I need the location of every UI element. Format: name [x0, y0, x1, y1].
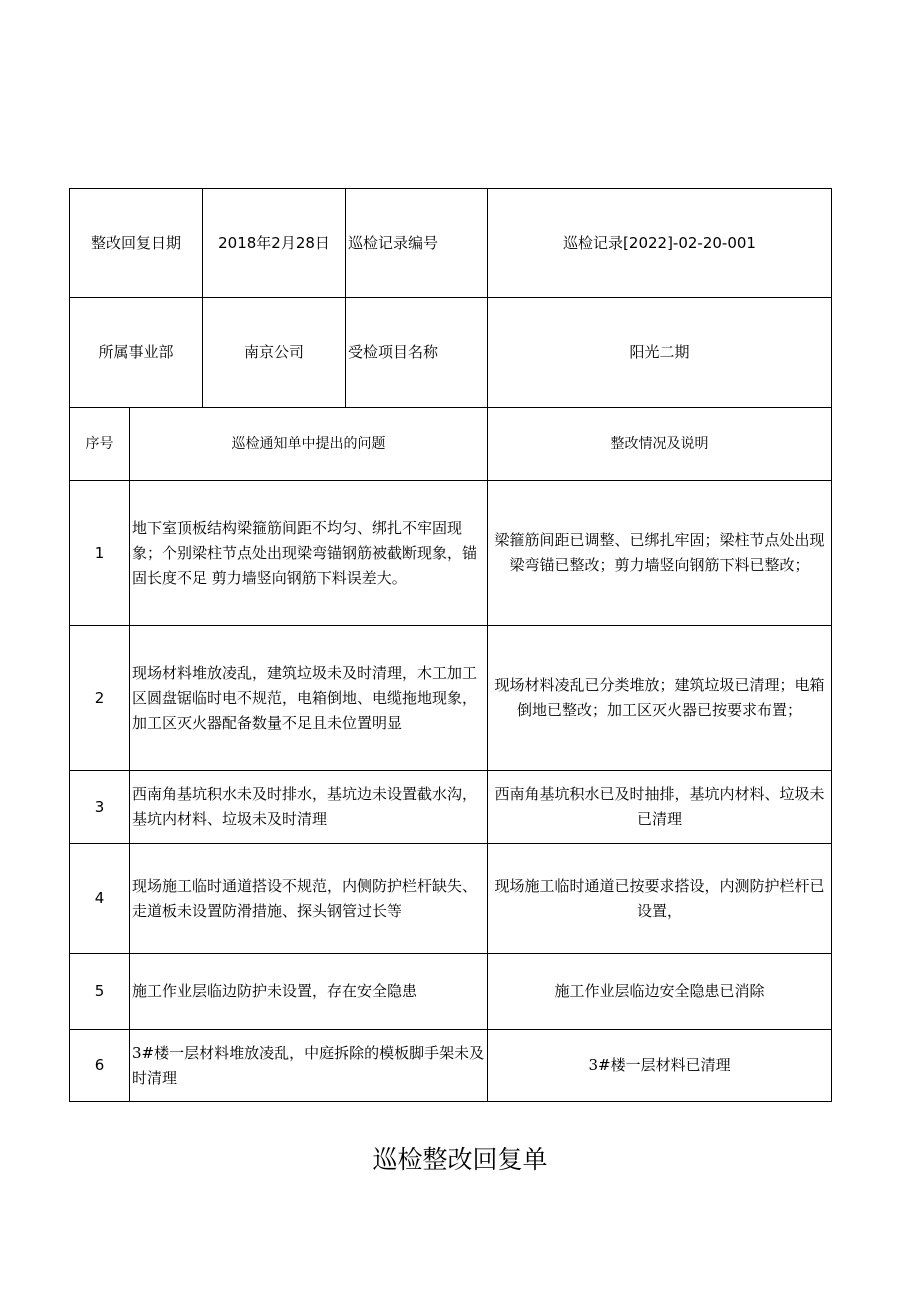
row-no: 6: [70, 1030, 130, 1102]
row-rectification: 西南角基坑积水已及时抽排，基坑内材料、垃圾未已清理: [488, 771, 832, 844]
column-header-row: [70, 408, 832, 481]
column-header-rectification: 整改情况及说明: [488, 408, 832, 481]
department-label: 所属事业部: [70, 298, 203, 408]
column-header-issue: 巡检通知单中提出的问题: [130, 408, 488, 481]
record-no-value: 巡检记录[2022]-02-20-001: [488, 189, 832, 298]
row-rectification: 现场材料凌乱已分类堆放；建筑垃圾已清理；电箱倒地已整改；加工区灭火器已按要求布置；: [488, 626, 832, 771]
table-row: [70, 1030, 832, 1102]
table-row: [70, 954, 832, 1030]
row-no: 4: [70, 844, 130, 954]
row-issue: 施工作业层临边防护未设置，存在安全隐患: [130, 954, 488, 1030]
rectification-reply-form: [69, 188, 831, 1102]
row-rectification: 3#楼一层材料已清理: [488, 1030, 832, 1102]
department-value: 南京公司: [203, 298, 346, 408]
row-issue: 3#楼一层材料堆放凌乱，中庭拆除的模板脚手架未及时清理: [130, 1030, 488, 1102]
row-rectification: 施工作业层临边安全隐患已消除: [488, 954, 832, 1030]
row-no: 3: [70, 771, 130, 844]
table-row: [70, 844, 832, 954]
row-no: 2: [70, 626, 130, 771]
info-row-department: [70, 298, 832, 408]
row-issue: 现场施工临时通道搭设不规范，内侧防护栏杆缺失、走道板未设置防滑措施、探头钢管过长等: [130, 844, 488, 954]
row-issue: 现场材料堆放凌乱，建筑垃圾未及时清理，木工加工区圆盘锯临时电不规范，电箱倒地、电缆拖地现象，加工区灭火器配备数量不足且未位置明显: [130, 626, 488, 771]
row-no: 1: [70, 481, 130, 626]
record-no-label: 巡检记录编号: [346, 189, 488, 298]
table-row: [70, 481, 832, 626]
project-label: 受检项目名称: [346, 298, 488, 408]
form-table: [69, 188, 832, 1102]
row-issue: 西南角基坑积水未及时排水，基坑边未设置截水沟，基坑内材料、垃圾未及时清理: [130, 771, 488, 844]
reply-date-label: 整改回复日期: [70, 189, 203, 298]
document-title: 巡检整改回复单: [372, 1145, 548, 1174]
info-row-date: [70, 189, 832, 298]
row-rectification: 梁箍筋间距已调整、已绑扎牢固；梁柱节点处出现梁弯锚已整改；剪力墙竖向钢筋下料已整改；: [488, 481, 832, 626]
project-value: 阳光二期: [488, 298, 832, 408]
table-row: [70, 771, 832, 844]
row-issue: 地下室顶板结构梁箍筋间距不均匀、绑扎不牢固现象；个别梁柱节点处出现梁弯锚钢筋被截断现象，锚固长度不足 剪力墙竖向钢筋下料误差大。: [130, 481, 488, 626]
row-no: 5: [70, 954, 130, 1030]
reply-date-value: 2018年2月28日: [203, 189, 346, 298]
column-header-no: 序号: [70, 408, 130, 481]
table-row: [70, 626, 832, 771]
row-rectification: 现场施工临时通道已按要求搭设，内测防护栏杆已设置，: [488, 844, 832, 954]
